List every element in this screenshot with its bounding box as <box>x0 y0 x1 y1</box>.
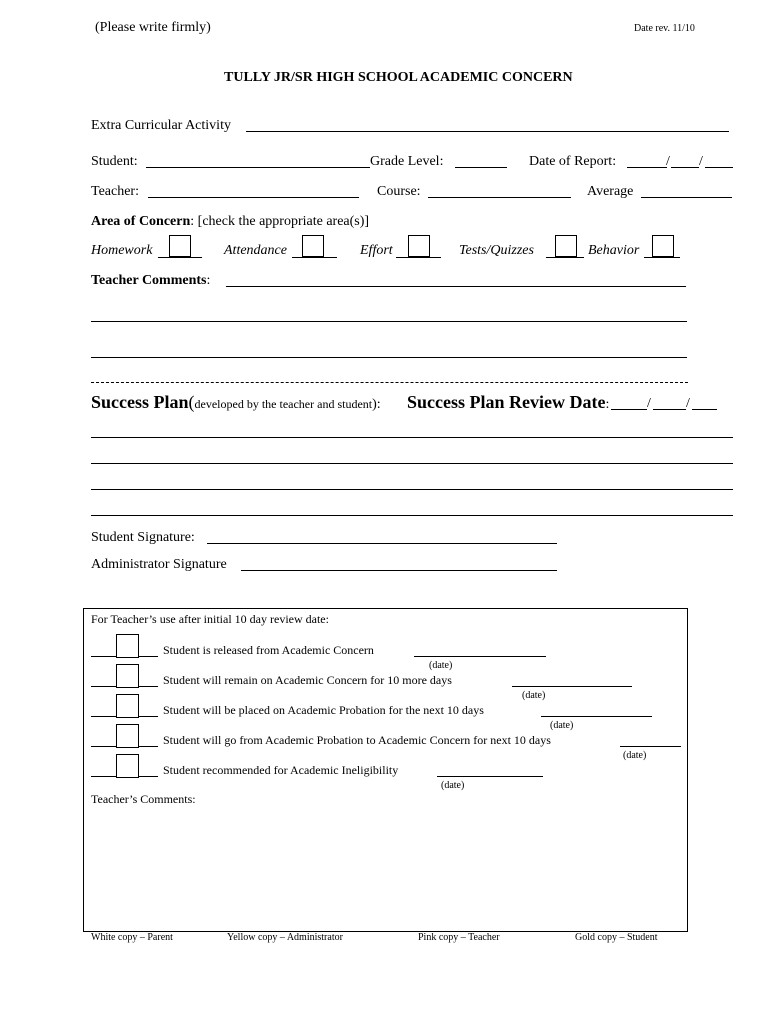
concern-behavior-label: Behavior <box>588 243 640 258</box>
remain-label: Student will remain on Academic Concern for 10 more days <box>163 673 452 687</box>
teacher-use-comments-input[interactable] <box>91 812 679 922</box>
review-year-input[interactable] <box>693 394 716 410</box>
report-date-slash: / <box>666 154 670 169</box>
date-of-report-label: Date of Report: <box>529 154 617 169</box>
success-plan-input-3[interactable] <box>93 473 731 489</box>
success-plan-input-4[interactable] <box>93 499 731 515</box>
extra-curricular-label: Extra Curricular Activity <box>91 118 231 133</box>
teacher-comments-input-1[interactable] <box>228 271 684 287</box>
release-label: Student is released from Academic Concern <box>163 643 374 657</box>
release-checkbox[interactable] <box>116 634 139 658</box>
success-plan-heading <box>91 392 381 413</box>
form-title: TULLY JR/SR HIGH SCHOOL ACADEMIC CONCERN <box>224 70 573 85</box>
footer-copy-student: Gold copy – Student <box>575 932 658 943</box>
footer-copy-parent: White copy – Parent <box>91 932 173 943</box>
homework-checkbox[interactable] <box>169 235 191 257</box>
homework-line <box>158 257 202 258</box>
release-date-caption: (date) <box>429 660 453 671</box>
review-date-colon: : <box>605 397 610 412</box>
behavior-line <box>644 257 680 258</box>
probation-to-concern-date-caption: (date) <box>623 750 647 761</box>
footer-copy-administrator: Yellow copy – Administrator <box>227 932 343 943</box>
review-date-label: Success Plan Review Date <box>407 392 606 412</box>
success-plan-input-1[interactable] <box>93 421 731 437</box>
footer-copy-teacher: Pink copy – Teacher <box>418 932 500 943</box>
teacher-use-comments-label: Teacher’s Comments: <box>91 792 196 806</box>
extra-curricular-input[interactable] <box>248 116 728 132</box>
probation-to-concern-checkbox[interactable] <box>116 724 139 748</box>
average-input[interactable] <box>643 182 730 198</box>
review-day-input[interactable] <box>654 394 685 410</box>
concern-attendance-label: Attendance <box>224 243 287 258</box>
review-date-heading <box>407 392 609 413</box>
tests-line <box>546 257 584 258</box>
effort-checkbox[interactable] <box>408 235 430 257</box>
concern-tests-label: Tests/Quizzes <box>459 243 534 258</box>
section-divider <box>91 382 688 383</box>
attendance-line <box>292 257 337 258</box>
average-label: Average <box>587 184 634 199</box>
teacher-comments-input-3[interactable] <box>93 341 685 357</box>
remain-date-input[interactable] <box>514 671 630 687</box>
success-plan-note: developed by the teacher and student <box>194 397 373 411</box>
success-plan-line-1 <box>91 437 733 438</box>
student-signature-input[interactable] <box>209 528 555 544</box>
concern-effort-label: Effort <box>360 243 393 258</box>
student-label: Student: <box>91 154 138 169</box>
success-plan-input-2[interactable] <box>93 447 731 463</box>
probation-date-input[interactable] <box>543 701 650 717</box>
report-day-input[interactable] <box>672 152 698 168</box>
ineligibility-checkbox[interactable] <box>116 754 139 778</box>
review-date-slash: / <box>647 396 651 411</box>
success-plan-line-4 <box>91 515 733 516</box>
probation-label: Student will be placed on Academic Probation for the next 10 days <box>163 703 484 717</box>
course-label: Course: <box>377 184 421 199</box>
teacher-comments-label: Teacher Comments <box>91 273 207 288</box>
grade-level-input[interactable] <box>457 152 505 168</box>
probation-date-caption: (date) <box>550 720 574 731</box>
student-signature-label: Student Signature: <box>91 530 195 545</box>
attendance-checkbox[interactable] <box>302 235 324 257</box>
success-plan-label: Success Plan <box>91 392 189 412</box>
administrator-signature-input[interactable] <box>243 555 555 571</box>
area-of-concern-heading <box>91 214 369 230</box>
teacher-use-heading: For Teacher’s use after initial 10 day review date: <box>91 612 329 626</box>
review-date-slash: / <box>686 396 690 411</box>
report-month-input[interactable] <box>628 152 666 168</box>
ineligibility-label: Student recommended for Academic Ineligibility <box>163 763 399 777</box>
date-revision: Date rev. 11/10 <box>634 23 695 34</box>
probation-to-concern-label: Student will go from Academic Probation to Academic Concern for next 10 days <box>163 733 551 747</box>
behavior-checkbox[interactable] <box>652 235 674 257</box>
teacher-comments-input-2[interactable] <box>93 305 685 321</box>
student-input[interactable] <box>148 152 368 168</box>
area-of-concern-instruction: : [check the appropriate area(s)] <box>190 214 370 229</box>
tests-checkbox[interactable] <box>555 235 577 257</box>
course-input[interactable] <box>430 182 569 198</box>
teacher-label: Teacher: <box>91 184 139 199</box>
administrator-signature-label: Administrator Signature <box>91 557 227 572</box>
concern-homework-label: Homework <box>91 243 153 258</box>
teacher-comments-colon: : <box>206 273 211 288</box>
teacher-comments-line-3 <box>91 357 687 358</box>
release-date-input[interactable] <box>416 641 544 657</box>
effort-line <box>396 257 441 258</box>
remain-checkbox[interactable] <box>116 664 139 688</box>
area-of-concern-label: Area of Concern <box>91 214 191 229</box>
success-plan-close: ): <box>372 397 381 412</box>
teacher-comments-heading <box>91 273 210 289</box>
probation-checkbox[interactable] <box>116 694 139 718</box>
success-plan-line-2 <box>91 463 733 464</box>
remain-date-caption: (date) <box>522 690 546 701</box>
review-month-input[interactable] <box>612 394 646 410</box>
report-date-slash: / <box>699 154 703 169</box>
write-firmly-note: (Please write firmly) <box>95 20 211 35</box>
teacher-comments-line-2 <box>91 321 687 322</box>
success-plan-open-paren: ( <box>188 392 195 412</box>
ineligibility-date-input[interactable] <box>439 761 541 777</box>
probation-to-concern-date-input[interactable] <box>622 731 679 747</box>
teacher-input[interactable] <box>150 182 357 198</box>
report-year-input[interactable] <box>706 152 732 168</box>
success-plan-line-3 <box>91 489 733 490</box>
ineligibility-date-caption: (date) <box>441 780 465 791</box>
grade-level-label: Grade Level: <box>370 154 444 169</box>
